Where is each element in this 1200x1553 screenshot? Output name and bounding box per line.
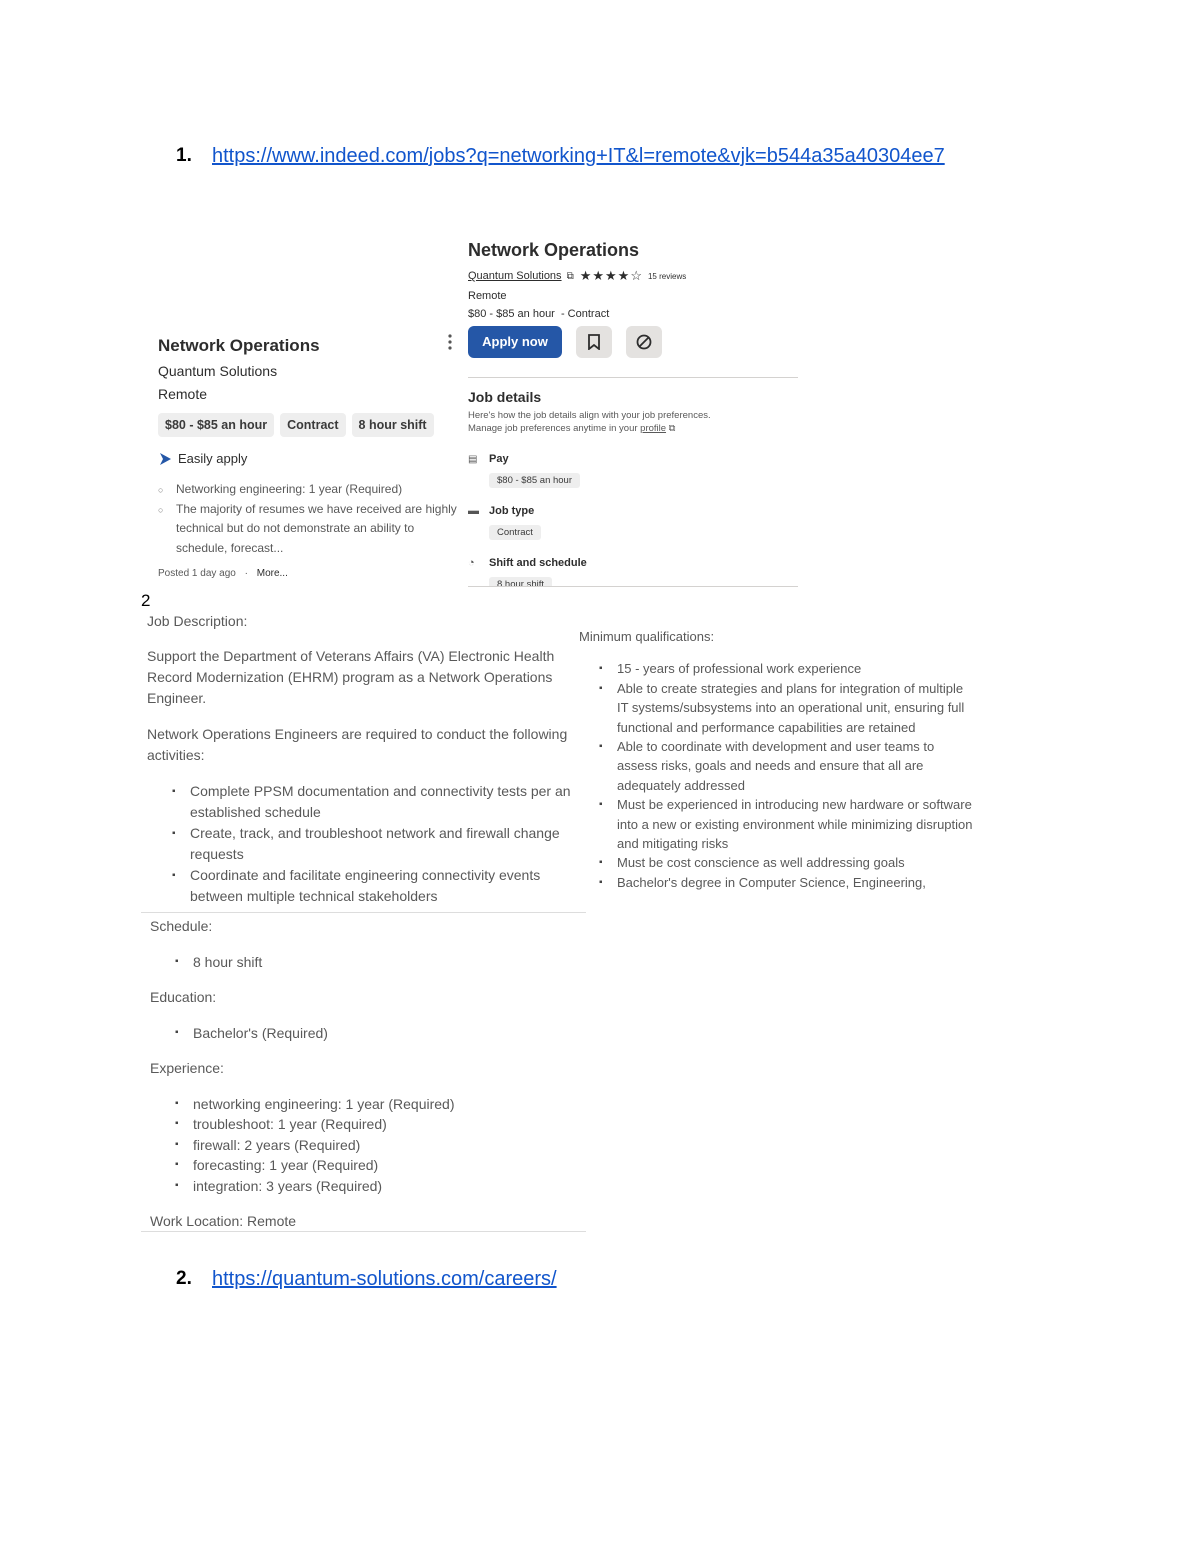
description-para-1: Support the Department of Veterans Affairs (VA) Electronic Health Record Modernization (EHRM) program as a Network Operations Engineer. xyxy=(147,648,555,706)
list-item: ▪ firewall: 2 years (Required) xyxy=(175,1135,580,1156)
list-item: ▪ Coordinate and facilitate engineering connectivity events between multiple technical stakeholders xyxy=(172,865,577,907)
apply-now-button[interactable]: Apply now xyxy=(468,326,562,358)
job-description xyxy=(147,611,577,907)
education-heading: Education: xyxy=(150,989,217,1005)
schedule-list xyxy=(150,952,580,973)
schedule-heading: Schedule: xyxy=(150,918,213,934)
more-options-icon[interactable] xyxy=(446,333,454,353)
shift-label: Shift and schedule xyxy=(489,557,587,569)
list-item: ▪ Bachelor's degree in Computer Science, Engineering, xyxy=(599,873,974,892)
description-para-2: Network Operations Engineers are required to conduct the following activities: xyxy=(147,726,568,763)
list-item: ▪ networking engineering: 1 year (Required) xyxy=(175,1094,580,1115)
shift-chip: 8 hour shift xyxy=(489,577,552,586)
more-link[interactable]: More... xyxy=(256,568,288,579)
bookmark-icon xyxy=(587,334,601,350)
job-type-label: Job type xyxy=(489,505,535,517)
briefcase-icon: ▬ xyxy=(468,505,479,517)
clock-icon: ◔ xyxy=(468,557,475,569)
list-item: ▪ Create, track, and troubleshoot network and firewall change requests xyxy=(172,823,577,865)
list-item: ▪ Bachelor's (Required) xyxy=(175,1023,580,1044)
job-card-chips xyxy=(158,413,458,437)
divider xyxy=(468,377,798,378)
experience-heading: Experience: xyxy=(150,1060,224,1076)
external-link-icon: ⧉ xyxy=(668,423,676,434)
job-type-row xyxy=(468,505,798,517)
qualifications-list xyxy=(579,659,974,892)
easily-apply xyxy=(158,451,458,466)
star-rating-icon: ★★★★☆ xyxy=(579,268,643,283)
divider xyxy=(468,586,798,587)
pay-row xyxy=(468,453,798,465)
list-item: ▪ forecasting: 1 year (Required) xyxy=(175,1155,580,1176)
description-bullets xyxy=(147,781,577,907)
posted-date: Posted 1 day ago xyxy=(158,568,236,579)
indeed-job-link[interactable]: https://www.indeed.com/jobs?q=networking+IT&l=remote&vjk=b544a35a40304ee7 xyxy=(212,145,945,167)
list-item: ▪ integration: 3 years (Required) xyxy=(175,1176,580,1197)
job-card-title[interactable]: Network Operations xyxy=(158,336,320,355)
job-card-location: Remote xyxy=(158,386,208,402)
education-list xyxy=(150,1023,580,1044)
easily-apply-label: Easily apply xyxy=(178,451,248,466)
job-header xyxy=(468,240,798,587)
pay-chip: $80 - $85 an hour xyxy=(489,473,580,488)
description-heading: Job Description: xyxy=(147,613,248,629)
company-rating xyxy=(468,268,798,284)
list-item: ▪ 8 hour shift xyxy=(175,952,580,973)
list-number-1: 1. xyxy=(176,145,192,166)
block-icon xyxy=(636,334,652,350)
job-location: Remote xyxy=(468,290,507,302)
list-item: ▪ 15 - years of professional work experience xyxy=(599,659,974,678)
save-job-button[interactable] xyxy=(576,326,612,358)
not-interested-button[interactable] xyxy=(626,326,662,358)
money-icon: ▤ xyxy=(468,453,478,465)
job-details-title: Job details xyxy=(468,389,542,405)
careers-link[interactable]: https://quantum-solutions.com/careers/ xyxy=(212,1268,557,1290)
list-item: ▪ Must be cost conscience as well addressing goals xyxy=(599,853,974,872)
list-item: ▪ Complete PPSM documentation and connectivity tests per an established schedule xyxy=(172,781,577,823)
details-intro: Here's how the job details align with your job preferences. xyxy=(468,410,711,421)
pay-chip-row xyxy=(489,470,798,488)
job-title: Network Operations xyxy=(468,240,640,260)
stray-number: 2 xyxy=(141,591,151,610)
reviews-count[interactable]: 15 reviews xyxy=(647,271,687,281)
salary-chip: $80 - $85 an hour xyxy=(158,413,274,437)
arrow-icon xyxy=(158,452,172,466)
job-type-chip: Contract xyxy=(489,525,541,540)
shift-chip-row xyxy=(489,574,798,586)
job-card-snippet xyxy=(158,480,458,558)
job-requirements xyxy=(150,916,580,1232)
details-manage xyxy=(468,422,798,435)
experience-list xyxy=(150,1094,580,1197)
list-item: ○ Networking engineering: 1 year (Required) xyxy=(158,480,458,500)
shift-row xyxy=(468,557,798,569)
qualifications-heading: Minimum qualifications: xyxy=(579,629,715,644)
work-location: Work Location: Remote xyxy=(150,1213,297,1229)
job-type-chip: Contract xyxy=(280,413,345,437)
min-qualifications xyxy=(579,627,974,892)
profile-link[interactable]: profile xyxy=(640,423,667,434)
shift-chip: 8 hour shift xyxy=(352,413,434,437)
divider xyxy=(141,1231,586,1232)
company-link[interactable]: Quantum Solutions xyxy=(468,270,562,282)
list-item: ▪ Able to create strategies and plans for integration of multiple IT systems/subsystems into an operational unit, ensuring full functional and performance capabilities are retained xyxy=(599,679,974,737)
job-card-footer: Posted 1 day ago · More... xyxy=(158,568,288,579)
list-number-2: 2. xyxy=(176,1268,192,1289)
job-card[interactable] xyxy=(158,336,458,579)
pay-summary: $80 - $85 an hour - Contract xyxy=(468,308,610,320)
divider xyxy=(141,912,586,913)
list-item: ▪ Must be experienced in introducing new hardware or software into a new or existing environment while minimizing disruption and mitigating risks xyxy=(599,795,974,853)
job-card-company: Quantum Solutions xyxy=(158,363,278,379)
list-item: ▪ troubleshoot: 1 year (Required) xyxy=(175,1114,580,1135)
pay-label: Pay xyxy=(489,453,509,465)
list-item: ○ The majority of resumes we have received are highly technical but do not demonstrate an ability to schedule, forecast... xyxy=(158,500,458,559)
details-manage-text: Manage job preferences anytime in your xyxy=(468,423,638,434)
list-item: ▪ Able to coordinate with development and user teams to assess risks, goals and needs and ensure that all are adequately addressed xyxy=(599,737,974,795)
job-type-chip-row xyxy=(489,522,798,540)
external-link-icon: ⧉ xyxy=(566,270,574,282)
action-buttons xyxy=(468,326,798,358)
